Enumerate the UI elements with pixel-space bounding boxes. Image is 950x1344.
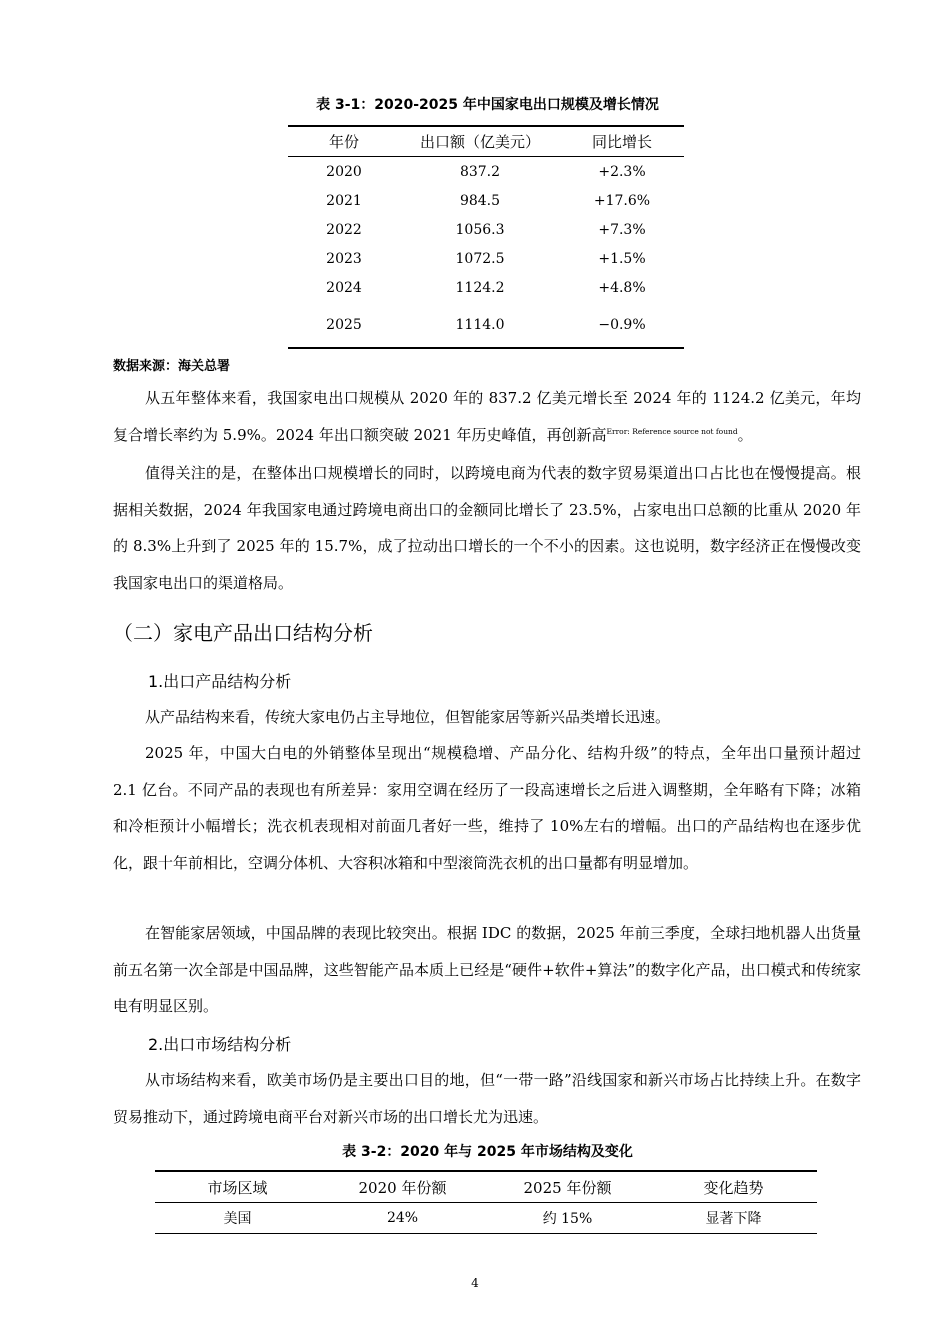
paragraph: 值得关注的是，在整体出口规模增长的同时，以跨境电商为代表的数字贸易渠道出口占比也在慢慢提高。根据相关数据，2024 年我国家电通过跨境电商出口的金额同比增长了 23.5%，占家电出口总额的比重从 2020 年的 8.3%上升到了 2025 年的 15.7%，成了拉动出口增长的一个不小的因素。这也说明，数字经济正在慢慢改变我国家电出口的渠道格局。 [113, 464, 861, 592]
export-scale-table [288, 125, 684, 349]
cell-year: 2023 [326, 250, 362, 267]
data-source-note: 数据来源：海关总署 [113, 359, 231, 374]
paragraph: 2025 年，中国大白电的外销整体呈现出“规模稳增、产品分化、结构升级”的特点，全年出口量预计超过 2.1 亿台。不同产品的表现也有所差异：家用空调在经历了一段高速增长之后进入调整期，全年略有下降；冰箱和冷柜预计小幅增长；洗衣机表现相对前面几者好一些，维持了 10%左右的增幅。出口的产品结构也在逐步优化，跟十年前相比，空调分体机、大容积冰箱和中型滚筒洗衣机的出口量都有明显增加。 [113, 744, 861, 872]
cell-growth: −0.9% [598, 316, 646, 333]
table-row [288, 215, 684, 244]
cell-trend: 显著下降 [705, 1211, 762, 1227]
cell-growth: +2.3% [598, 163, 646, 180]
reference-error: Error: Reference source not found [606, 426, 738, 436]
table-header-row [288, 126, 684, 157]
cell-value: 1056.3 [455, 221, 505, 238]
cell-year: 2022 [326, 221, 362, 238]
cell-growth: +17.6% [593, 192, 651, 209]
header-2020-share: 2020 年份额 [320, 1171, 485, 1203]
table-row [155, 1203, 817, 1234]
subsection-heading: 1.出口产品结构分析 [148, 672, 292, 691]
paragraph-text: 从五年整体来看，我国家电出口规模从 2020 年的 837.2 亿美元增长至 2024 年的 1124.2 亿美元，年均复合增长率约为 5.9%。2024 年出口额突破 2021 年历史峰值，再创新高 [113, 389, 861, 444]
cell-year: 2024 [326, 279, 362, 296]
cell-2020-share: 24% [386, 1210, 419, 1226]
table-header-row [155, 1171, 817, 1203]
table-row [288, 302, 684, 348]
section-heading: （二）家电产品出口结构分析 [113, 621, 373, 645]
header-2025-share: 2025 年份额 [485, 1171, 650, 1203]
cell-value: 984.5 [459, 192, 501, 209]
cell-growth: +4.8% [598, 279, 646, 296]
table-row [288, 273, 684, 302]
header-year: 年份 [288, 126, 400, 157]
table1-caption: 表 3-1：2020-2025 年中国家电出口规模及增长情况 [316, 97, 659, 113]
cell-year: 2021 [326, 192, 362, 209]
table-row [288, 244, 684, 273]
table-row [288, 186, 684, 215]
paragraph: 在智能家居领域，中国品牌的表现比较突出。根据 IDC 的数据，2025 年前三季度，全球扫地机器人出货量前五名第一次全部是中国品牌，这些智能产品本质上已经是“硬件+软件+算法”的数字化产品，出口模式和传统家电有明显区别。 [113, 924, 861, 1015]
cell-growth: +7.3% [598, 221, 646, 238]
header-export-value: 出口额（亿美元） [400, 126, 560, 157]
page-number: 4 [471, 1276, 479, 1290]
market-structure-table [155, 1170, 817, 1234]
paragraph: 从市场结构来看，欧美市场仍是主要出口目的地，但“一带一路”沿线国家和新兴市场占比持续上升。在数字贸易推动下，通过跨境电商平台对新兴市场的出口增长尤为迅速。 [113, 1071, 861, 1126]
cell-value: 1072.5 [455, 250, 505, 267]
paragraph-end: 。 [737, 425, 753, 444]
header-market-region: 市场区域 [155, 1171, 320, 1203]
table-row [288, 157, 684, 187]
cell-year: 2020 [326, 163, 362, 180]
paragraph [113, 380, 861, 453]
cell-growth: +1.5% [598, 250, 646, 267]
cell-value: 1114.0 [455, 316, 505, 333]
cell-value: 1124.2 [455, 279, 505, 296]
table2-caption: 表 3-2：2020 年与 2025 年市场结构及变化 [342, 1144, 633, 1160]
cell-2025-share: 约 15% [542, 1211, 593, 1227]
header-trend: 变化趋势 [650, 1171, 817, 1203]
subsection-heading: 2.出口市场结构分析 [148, 1035, 292, 1054]
cell-year: 2025 [326, 316, 362, 333]
cell-region: 美国 [223, 1211, 252, 1227]
cell-value: 837.2 [459, 163, 501, 180]
paragraph: 从产品结构来看，传统大家电仍占主导地位，但智能家居等新兴品类增长迅速。 [145, 708, 671, 726]
header-yoy-growth: 同比增长 [560, 126, 684, 157]
